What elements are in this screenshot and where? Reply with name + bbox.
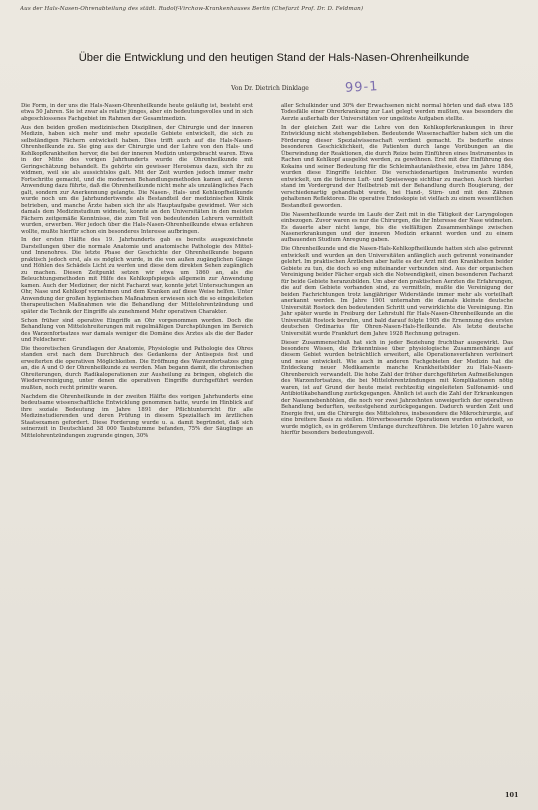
text-column-left xyxy=(21,103,253,442)
paragraph: Schon früher sind operative Eingriffe an Ohr vorgenommen worden. Doch die Behandlung von Mittelohreiterungen mit regelmäßigen Durchspülungen im Bereich des Warzenfortsatzes war damals weniger die Domäne des Arztes als die der Bader und Feldscherer. xyxy=(21,317,253,344)
handwritten-note: 99-1 xyxy=(344,79,379,96)
page-number: 101 xyxy=(505,791,519,799)
paragraph: Die Nasenheilkunde wurde im Laufe der Zeit mit in die Tätigkeit der Laryngologen einbezogen. Zuvor waren es nur die Chirurgen, die ihr Interesse der Nase widmeten. Es dauerte aber nicht lange, bis die vielfältigen Zusammenhänge zwischen Nasenerkrankungen und der inneren Medizin erkannt worden und zu einem aufbauenden Studium Anregung gaben. xyxy=(281,211,513,244)
paragraph: Die Ohrenheilkunde und die Nasen-Hals-Kehlkopfheilkunde hatten sich also getrennt entwickelt und wurden an den Universitäten anfänglich auch getrennt voneinander gelehrt. Im praktischen Ärztleben aber hatte es der Arzt mit den Krankheiten beider Gebiete zu tun, die doch so eng miteinander verbunden sind. Aus der organischen Vereinigung beider Fächer ergab sich die Notwendigkeit, einen besonderen Facharzt für beide Gebiete heranzubilden. Um aber den praktischen Aerzten die Erfahrungen, die auf dem Gebiete vorhanden sind, zu vermitteln, mußte die Vereinigung der beiden Fachrichtungen trotz langjähriger Widerstände immer mehr als vorteilhaft anerkannt werden. Im Jahre 1901 unternahm die damals kleinste deutsche Universität Rostock den bedeutenden Schritt und verwirklichte die Vereinigung. Ein Jahr später wurde in Freiburg der Lehrstuhl für Hals-Nasen-Ohrenheilkunde an die Universität Rostock berufen, und bald darauf folgte 1905 die Ernennung des ersten deutschen Ordinarius für Ohren-Nasen-Hals-Heilkunde. Als letzte deutsche Universität wurde Frankfurt dem Jahre 1928 Rechnung getragen. xyxy=(281,246,513,337)
paragraph: Nachdem die Ohrenheilkunde in der zweiten Hälfte des vorigen Jahrhunderts eine bedeutsame wissenschaftliche Entwicklung genommen hatte, wurde im Hinblick auf ihre soziale Bedeutung im Jahre 1891 der Pflichtunterricht für alle Medizinstudierenden und deren Prüfung in diesem Spezialfach im ärztlichen Staatsexamen gefordert. Diese Forderung wurde u. a. damit begründet, daß sich seinerzeit in Deutschland 38 000 Taubstumme befanden, 75% der Säuglinge an Mittelohrentzündungen zugrunde gingen, 30% xyxy=(21,393,253,439)
paragraph: Dieser Zusammenschluß hat sich in jeder Beziehung fruchtbar ausgewirkt. Das besondere Wissen, die Erkenntnisse über physiologische Zusammenhänge auf diesem Gebiet wurden beträchtlich erweitert, alle Operationsverfahren verfeinert und neue entwickelt. Wie auch in anderen Fachgebieten der Medizin hat die Entdeckung neuer Medikamente manche Krankheitsbilder zu Hals-Nasen-Ohrenbereich verwandelt. Die hohe Zahl der früher durchgeführten Aufmeißelungen des Warzenfortsatzes, die bei Mittelohrentzündungen mit Komplikationen nötig waren, ist auf Grund der heute meist rechtzeitig eingeleiteten Sulfonamid- und Antibiotikabehandlung zurückgegangen. Ähnlich ist auch die Zahl der Erkrankungen der Nasennebenhöhlen, die noch vor zwei Jahrzehnten unweigerlich der operativen Behandlung bedurften, weitestgehend zurückgegangen. Dadurch wurden Zeit und Energie frei, um die Chirurgie des Mittelohres, insbesondere die Mikrochirurgie, auf eine breitere Basis zu stellen. Hörverbessernde Operationen wurden entwickelt, so wurde möglich, es in größerem Umfange durchzuführen. Die letzten 10 Jahre waren hierfür besonders bedeutungsvoll. xyxy=(281,339,513,437)
paragraph: Die theoretischen Grundlagen der Anatomie, Physiologie und Pathologie des Ohres standen erst nach dem Durchbruch des Gedankens der Antisepsis fest und erweiterten die operativen Möglichkeiten. Die Eröffnung des Warzenfortsatzes ging an, die A und O der Ohrenheilkunde zu werden. Man begann damit, die chronischen Ohreiterungen, durch Radikaloperationen zur Ausheilung zu bringen, obgleich die Wiedervereinigung, unter denen die operativen Eingriffe durchgeführt werden mußten, noch recht primitiv waren. xyxy=(21,346,253,391)
text-column-right xyxy=(281,103,513,439)
article-author: Von Dr. Dietrich Dinklage xyxy=(231,85,309,92)
paragraph: Aus den beiden großen medizinischen Disziplinen, der Chirurgie und der inneren Medizin, haben sich mehr und mehr spezielle Gebiete entwickelt, die sich zu selbständigen Fächern entwickelt haben. Dies trifft auch auf die Hals-Nasen-Ohrenheilkunde zu. Sie ging aus der Chirurgie und der Lehre von den Hals- und Kehlkopfkrankheiten hervor, die bei der inneren Medizin untergebracht waren. Etwa in der Mitte des vorigen Jahrhunderts wurde die Ohrenheilkunde mit Geringschätzung behandelt. Es gehörte ein gewisser Heroismus dazu, sich ihr zu widmen, weil sie als aussichtslos galt. Mit der Zeit wurden jedoch immer mehr Fortschritte gemacht, und die modernen Behandlungsmethoden kamen auf, deren Anwendung dazu führte, daß die Ohrenheilkunde nicht mehr als unzulängliches Fach galt, sondern zur Anerkennung gelangte. Die Nasen-, Hals- und Kehlkopfheilkunde wurde noch um die Jahrhundertwende als Bestandteil der medizinischen Klinik betrieben, und manche Ärzte haben sich ihr als Hauptaufgabe gewidmet. Wer sich damals dem Medizinstudium widmete, konnte an den Universitäten in den meisten Fächern zeitgemäße Kenntnisse, die zum Teil von bedeutenden Lehrern vermittelt wurden, erwerben. Wer jedoch über die Hals-Nasen-Ohrenheilkunde etwas erfahren wollte, mußte hierfür schon ein besonderes Interesse aufbringen. xyxy=(21,124,253,235)
department-header: Aus der Hals-Nasen-Ohrenabteilung des städt. Rudolf-Virchow-Krankenhauses Berlin (Chefarzt Prof. Dr. D. Feldman) xyxy=(20,6,364,12)
article-title: Über die Entwicklung und den heutigen Stand der Hals-Nasen-Ohrenheilkunde xyxy=(78,52,470,64)
paragraph: In der gleichen Zeit war die Lehre von den Kehlkopferkrankungen in ihrer Entwicklung nicht stehengeblieben. Bedeutende Wissenschaftler haben sich um die Förderung dieser Spezialwissenschaft verdient gemacht. Es bedurfte eines besonderen Geschicklichkeit, die Patienten durch lange Vorübungen an die Überwindung der Reaktionen, die durch Reize beim Einführen eines Instrumentes in Rachen und Kehlkopf ausgelöst werden, zu gewöhnen. Erst mit der Einführung des Kokains und seiner Bedeutung für die Schleimhautanästhesie, etwa im Jahre 1884, wurden diese Eingriffe leichter. Die verschiedenartigen Instrumente wurden entwickelt, um die tieferen Luft- und Speisewege sichtbar zu machen. Auch hierbei stand im Vordergrund der Heilbetrieb mit der Behandlung durch Bougierung, der verschiedenartig gehandhabt wurde, bei Hand-, Stirn- und mit den Zähnen gehaltenen Reflektoren. Die operative Endoskopie ist vielfach zu einem wesentlichen Bestandteil geworden. xyxy=(281,124,513,209)
paragraph: Die Form, in der uns die Hals-Nasen-Ohrenheilkunde heute geläufig ist, besteht erst etwa 50 Jahren. Sie ist zwar als relativ jünges, aber ein bedeutungsvolles und in sich abgeschlossenes Fachgebiet im Rahmen der Gesamtmedizin. xyxy=(21,103,253,122)
paragraph: aller Schulkinder und 30% der Erwachsenen nicht normal hörten und daß etwa 185 Todesfälle einer Ohrerkrankung zur Last gelegt werden mußten, was besonders die Aerzte außerhalb der Universitäten vor ungelöste Aufgaben stellte. xyxy=(281,103,513,122)
paragraph: In der ersten Hälfte des 19. Jahrhunderts gab es bereits ausgezeichnete Darstellungen über die normale Anatomie und anatomische Pathologie des Mittel- und Innenohres. Die letzte Phase der Geschichte der Ohrenheilkunde begann praktisch jedoch erst, als es möglich wurde, in die von außen zugänglichen Gänge und Höhlen des Schädels Licht zu werfen und diese dem direkten Sehen zugänglich zu machen. Diesen Zeitpunkt setzen wir etwa um 1860 an, als die Beleuchtungsmethoden mit Hilfe des Kehlkopfspiegels allgemein zur Anwendung kamen. Auch der Mediziner, der nicht Facharzt war, konnte jetzt Untersuchungen an Ohr, Nase und Kehlkopf vornehmen und dem Kranken auf diese Weise helfen. Unter Anwendung der großen hygienischen Maßnahmen erwiesen sich die so eingeleiteten therapeutischen Maßnahmen wie die Behandlung der Mittelohrentzündung und später die Technik der Eingriffe als zunehmend Mehr operativen Charakter. xyxy=(21,237,253,315)
